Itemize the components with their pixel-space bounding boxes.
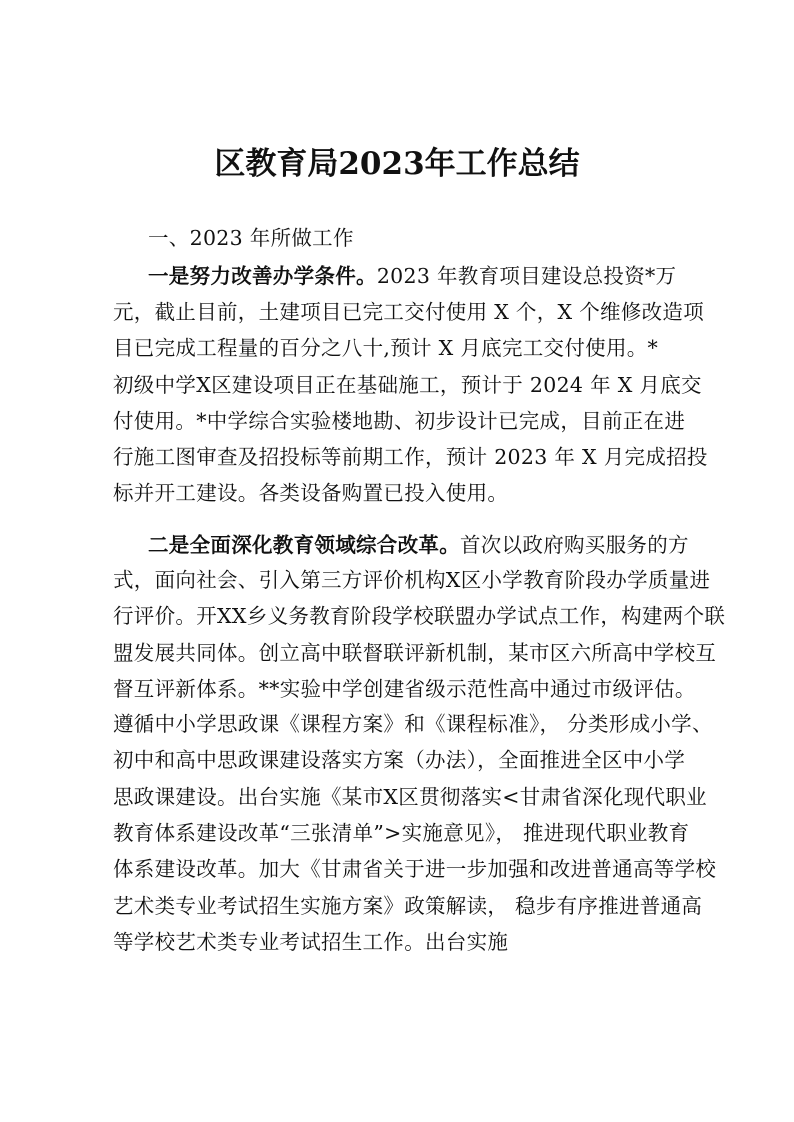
- document-title: 区教育局2023年工作总结: [214, 146, 580, 182]
- paragraph-line: [148, 533, 689, 557]
- paragraph-line: 艺术类专业考试招生实施方案》政策解读， 稳步有序推进普通高: [113, 894, 703, 918]
- paragraph-line: 等学校艺术类专业考试招生工作。出台实施: [113, 930, 509, 954]
- paragraph-line: 标并开工建设。各类设备购置已投入使用。: [113, 481, 509, 505]
- line-text: 2023 年教育项目建设总投资*万: [376, 264, 677, 288]
- paragraph-line: 行施工图审查及招投标等前期工作，预计 2023 年 X 月完成招投: [113, 445, 708, 469]
- line-text: 首次以政府购买服务的方: [460, 533, 689, 557]
- paragraph-line: 初中和高中思政课建设落实方案（办法），全面推进全区中小学: [113, 748, 686, 772]
- paragraph-line: 盟发展共同体。创立高中联督联评新机制，某市区六所高中学校互: [113, 641, 717, 665]
- paragraph-lead: 二是全面深化教育领域综合改革。: [148, 533, 460, 557]
- paragraph-line: 行评价。开XX乡义务教育阶段学校联盟办学试点工作，构建两个联: [113, 604, 726, 628]
- paragraph-lead: 一是努力改善办学条件。: [148, 264, 377, 288]
- paragraph-line: 遵循中小学思政课《课程方案》和《课程标准》， 分类形成小学、: [113, 712, 713, 736]
- paragraph-line: 目已完成工程量的百分之八十,预计 X 月底完工交付使用。*: [113, 336, 659, 360]
- section-heading: 一、2023 年所做工作: [148, 226, 354, 250]
- paragraph-line: 初级中学X区建设项目正在基础施工，预计于 2024 年 X 月底交: [113, 373, 702, 397]
- paragraph-line: 体系建设改革。加大《甘肃省关于进一步加强和改进普通高等学校: [113, 857, 717, 881]
- paragraph-line: 教育体系建设改革“三张清单”>实施意见》， 推进现代职业教育: [113, 821, 690, 845]
- paragraph-line: 式，面向社会、引入第三方评价机构X区小学教育阶段办学质量进: [113, 568, 711, 592]
- paragraph-line: 督互评新体系。**实验中学创建省级示范性高中通过市级评估。: [113, 677, 696, 701]
- paragraph-line: [148, 264, 676, 288]
- paragraph-line: 付使用。*中学综合实验楼地勘、初步设计已完成，目前正在进: [113, 409, 686, 433]
- paragraph-line: 思政课建设。出台实施《某市X区贯彻落实<甘肃省深化现代职业: [113, 785, 707, 809]
- paragraph-line: 元，截止目前，土建项目已完工交付使用 X 个，X 个维修改造项: [113, 300, 705, 324]
